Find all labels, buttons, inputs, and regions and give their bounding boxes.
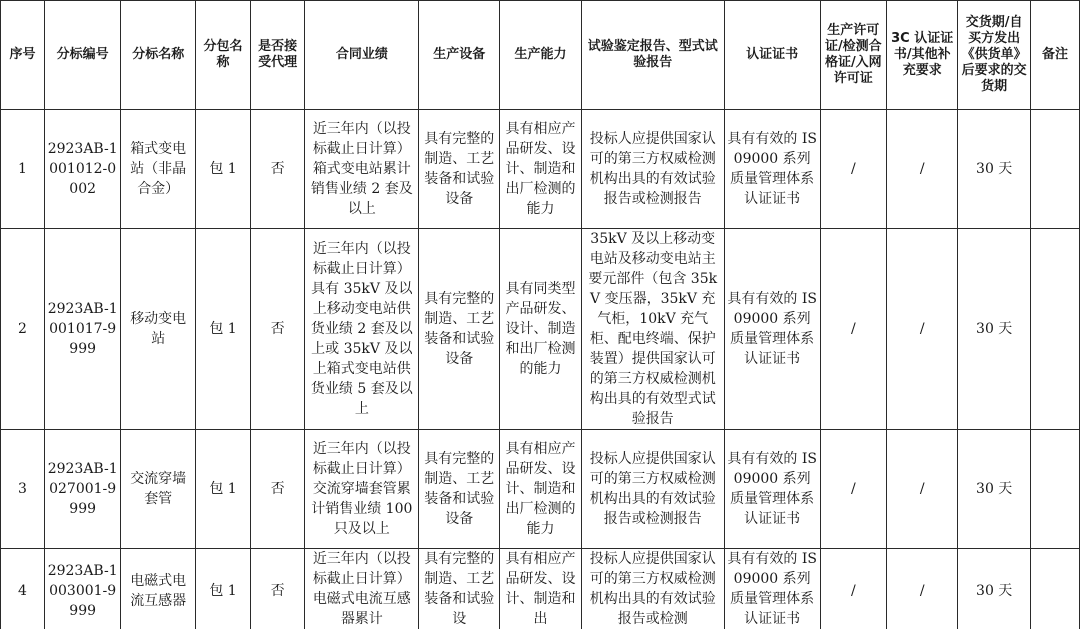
lot-name-cell: 电磁式电流互感器 bbox=[121, 549, 196, 629]
ccc-cert-cell: / bbox=[886, 430, 957, 549]
ccc-cert-cell: / bbox=[886, 549, 957, 629]
production-license-cell: / bbox=[820, 110, 886, 229]
remarks-cell bbox=[1030, 430, 1079, 549]
lot-name-cell: 箱式变电站（非晶合金） bbox=[121, 110, 196, 229]
package-name-cell: 包 1 bbox=[195, 110, 250, 229]
seq-cell: 4 bbox=[1, 549, 45, 629]
delivery-period-cell: 30 天 bbox=[958, 549, 1030, 629]
remarks-cell bbox=[1030, 229, 1079, 430]
accept-agent-cell: 否 bbox=[251, 229, 305, 430]
delivery-period-cell: 30 天 bbox=[958, 110, 1030, 229]
lot-no-cell: 2923AB-1027001-9999 bbox=[44, 430, 121, 549]
header-test-reports: 试验鉴定报告、型式试验报告 bbox=[581, 1, 724, 110]
seq-cell: 1 bbox=[1, 110, 45, 229]
header-production-capacity: 生产能力 bbox=[500, 1, 582, 110]
production-equipment-cell: 具有完整的制造、工艺装备和试验设 bbox=[419, 549, 500, 629]
certification-cell: 具有有效的 IS09000 系列质量管理体系认证证书 bbox=[724, 110, 820, 229]
production-capacity-cell: 具有相应产品研发、设计、制造和出 bbox=[500, 549, 582, 629]
header-lot-name: 分标名称 bbox=[121, 1, 196, 110]
contract-performance-cell: 近三年内（以投标截止日计算）电磁式电流互感器累计 bbox=[305, 549, 419, 629]
certification-cell: 具有有效的 IS09000 系列质量管理体系认证证书 bbox=[724, 229, 820, 430]
lot-no-cell: 2923AB-1001017-9999 bbox=[44, 229, 121, 430]
header-contract-performance: 合同业绩 bbox=[305, 1, 419, 110]
lot-name-cell: 移动变电站 bbox=[121, 229, 196, 430]
production-equipment-cell: 具有完整的制造、工艺装备和试验设备 bbox=[419, 229, 500, 430]
contract-performance-cell: 近三年内（以投标截止日计算）箱式变电站累计销售业绩 2 套及以上 bbox=[305, 110, 419, 229]
package-name-cell: 包 1 bbox=[195, 549, 250, 629]
header-ccc-cert: 3C 认证证书/其他补充要求 bbox=[886, 1, 957, 110]
header-delivery-period: 交货期/自买方发出《供货单》后要求的交货期 bbox=[958, 1, 1030, 110]
lot-no-cell: 2923AB-1003001-9999 bbox=[44, 549, 121, 629]
delivery-period-cell: 30 天 bbox=[958, 229, 1030, 430]
production-capacity-cell: 具有相应产品研发、设计、制造和出厂检测的能力 bbox=[500, 430, 582, 549]
accept-agent-cell: 否 bbox=[251, 110, 305, 229]
package-name-cell: 包 1 bbox=[195, 229, 250, 430]
lot-no-cell: 2923AB-1001012-0002 bbox=[44, 110, 121, 229]
production-capacity-cell: 具有同类型产品研发、设计、制造和出厂检测的能力 bbox=[500, 229, 582, 430]
test-reports-cell: 投标人应提供国家认可的第三方权威检测机构出具的有效试验报告或检测 bbox=[581, 549, 724, 629]
table-row bbox=[1, 549, 1080, 629]
certification-cell: 具有有效的 IS09000 系列质量管理体系认证证书 bbox=[724, 549, 820, 629]
remarks-cell bbox=[1030, 110, 1079, 229]
production-capacity-cell: 具有相应产品研发、设计、制造和出厂检测的能力 bbox=[500, 110, 582, 229]
test-reports-cell: 投标人应提供国家认可的第三方权威检测机构出具的有效试验报告或检测报告 bbox=[581, 430, 724, 549]
header-lot-no: 分标编号 bbox=[44, 1, 121, 110]
seq-cell: 2 bbox=[1, 229, 45, 430]
production-equipment-cell: 具有完整的制造、工艺装备和试验设备 bbox=[419, 430, 500, 549]
contract-performance-cell: 近三年内（以投标截止日计算）具有 35kV 及以上移动变电站供货业绩 2 套及以上或 35kV 及以上箱式变电站供货业绩 5 套及以上 bbox=[305, 229, 419, 430]
delivery-period-cell: 30 天 bbox=[958, 430, 1030, 549]
header-accept-agent: 是否接受代理 bbox=[251, 1, 305, 110]
production-license-cell: / bbox=[820, 229, 886, 430]
ccc-cert-cell: / bbox=[886, 110, 957, 229]
table-row bbox=[1, 430, 1080, 549]
production-license-cell: / bbox=[820, 549, 886, 629]
lot-name-cell: 交流穿墙套管 bbox=[121, 430, 196, 549]
certification-cell: 具有有效的 IS09000 系列质量管理体系认证证书 bbox=[724, 430, 820, 549]
test-reports-cell: 投标人应提供国家认可的第三方权威检测机构出具的有效试验报告或检测报告 bbox=[581, 110, 724, 229]
header-production-license: 生产许可证/检测合格证/入网许可证 bbox=[820, 1, 886, 110]
ccc-cert-cell: / bbox=[886, 229, 957, 430]
header-seq: 序号 bbox=[1, 1, 45, 110]
header-production-equipment: 生产设备 bbox=[419, 1, 500, 110]
package-name-cell: 包 1 bbox=[195, 430, 250, 549]
seq-cell: 3 bbox=[1, 430, 45, 549]
table-row bbox=[1, 110, 1080, 229]
contract-performance-cell: 近三年内（以投标截止日计算）交流穿墙套管累计销售业绩 100 只及以上 bbox=[305, 430, 419, 549]
production-equipment-cell: 具有完整的制造、工艺装备和试验设备 bbox=[419, 110, 500, 229]
accept-agent-cell: 否 bbox=[251, 430, 305, 549]
header-row bbox=[1, 1, 1080, 110]
header-package-name: 分包名称 bbox=[195, 1, 250, 110]
production-license-cell: / bbox=[820, 430, 886, 549]
remarks-cell bbox=[1030, 549, 1079, 629]
header-certification: 认证证书 bbox=[724, 1, 820, 110]
accept-agent-cell: 否 bbox=[251, 549, 305, 629]
table-row bbox=[1, 229, 1080, 430]
test-reports-cell: 35kV 及以上移动变电站及移动变电站主要元部件（包含 35kV 变压器，35kV 充气柜，10kV 充气柜、配电终端、保护装置）提供国家认可的第三方权威检测机构出具的有效型式试验报告 bbox=[581, 229, 724, 430]
header-remarks: 备注 bbox=[1030, 1, 1079, 110]
